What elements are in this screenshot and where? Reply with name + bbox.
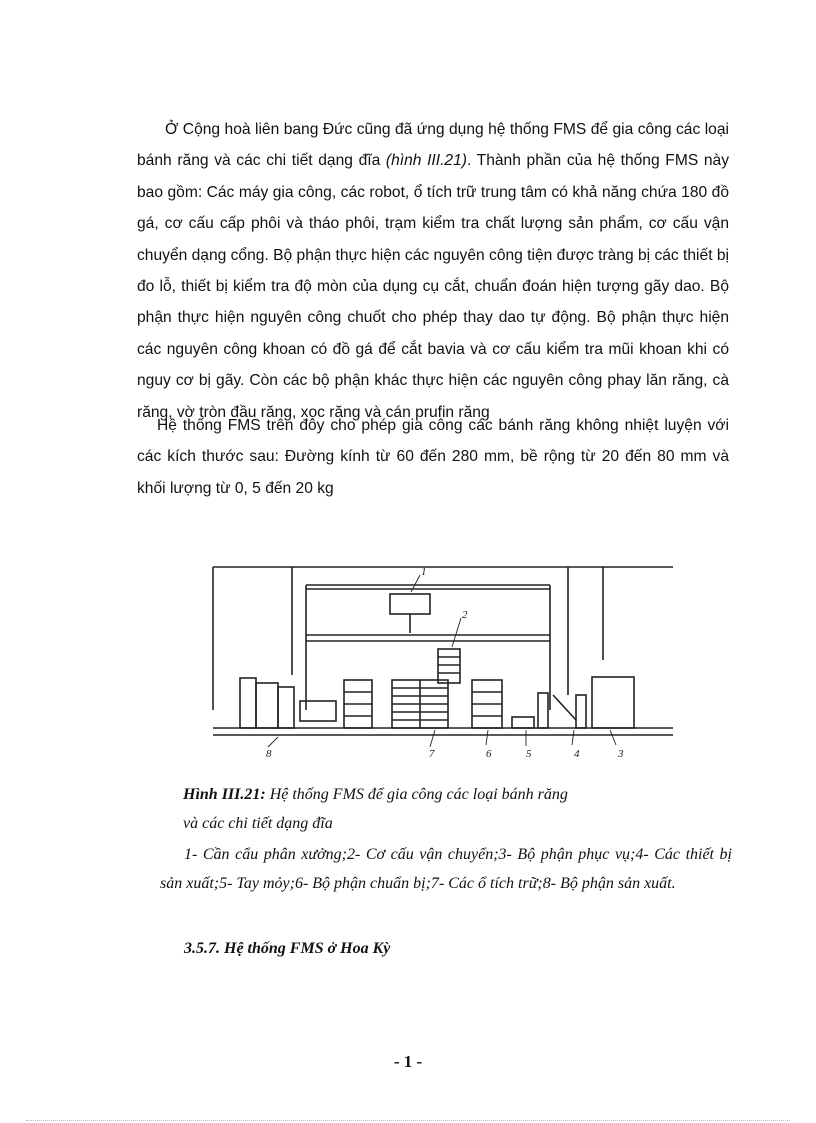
diagram-label-1: 1 [421, 566, 427, 578]
diagram-label-5: 5 [526, 748, 532, 760]
paragraph-intro-text-b: . Thành phần của hệ thống FMS này bao gồm: Các máy gia công, các robot, ổ tích trữ trung tâm có khả năng chứa 180 đồ gá, cơ cấu cấp phôi và tháo phôi, trạm kiểm tra chất lượng sản phẩm, cơ cấu vận chuyển dạng cổng. Bộ phận thực hiện các nguyên công tiện được tràng bị các thiết bị đo lỗ, thiết bị kiểm tra độ mòn của dụng cụ cắt, chuẩn đoán hiện tượng gãy dao. Bộ phận thực hiện nguyên công chuốt cho phép thay dao tự động. Bộ phận thực hiện các nguyên công khoan có đồ gá để cắt bavia và cơ cấu kiểm tra mũi khoan khi có nguy cơ bị gãy. Còn các bộ phận khác thực hiện các nguyên công phay lăn răng, cà răng, vờ tròn đầu răng, xọc răng và cán prufin răng [137, 152, 729, 421]
diagram-label-3: 3 [618, 748, 624, 760]
diagram-label-2: 2 [462, 609, 468, 621]
figure-legend: 1- Cần cẩu phân xưởng;2- Cơ cấu vận chuyển;3- Bộ phận phục vụ;4- Các thiết bị sản xuất;5- Tay mỏy;6- Bộ phận chuẩn bị;7- Các ổ tích trữ;8- Bộ phận sản xuất. [160, 846, 732, 892]
diagram-label-7: 7 [429, 748, 435, 760]
page-number: - 1 - [393, 1052, 423, 1071]
paragraph-dimensions: Hệ thống FMS trên đôy cho phép gia công các bánh răng không nhiệt luyện với các kích thước sau: Đường kính từ 60 đến 280 mm, bề rộng từ 20 đến 80 mm và khối lượng từ 0, 5 đến 20 kg [137, 417, 729, 497]
figure-caption-continuation: và các chi tiết dạng đĩa [183, 815, 333, 832]
diagram-label-6: 6 [486, 748, 492, 760]
figure-caption [183, 780, 743, 809]
figure-caption-title: Hệ thống FMS để gia công các loại bánh răng [265, 786, 568, 803]
diagram-label-4: 4 [574, 748, 580, 760]
fms-diagram [208, 545, 678, 767]
page-bottom-divider [26, 1120, 790, 1121]
figure-reference: (hình III.21) [385, 152, 467, 170]
diagram-label-8: 8 [266, 748, 272, 760]
figure-caption-label: Hình III.21: [183, 786, 266, 803]
fms-diagram-drawing [208, 545, 678, 767]
paragraph-intro-text-a: Ở Cộng hoà liên bang Đức cũng đã ứng dụng hệ thống FMS để gia công các loại bánh răng và các chi tiết dạng đĩa [137, 121, 729, 170]
section-heading: 3.5.7. Hệ thống FMS ở Hoa Kỳ [184, 940, 391, 957]
paragraph-intro [137, 114, 729, 428]
